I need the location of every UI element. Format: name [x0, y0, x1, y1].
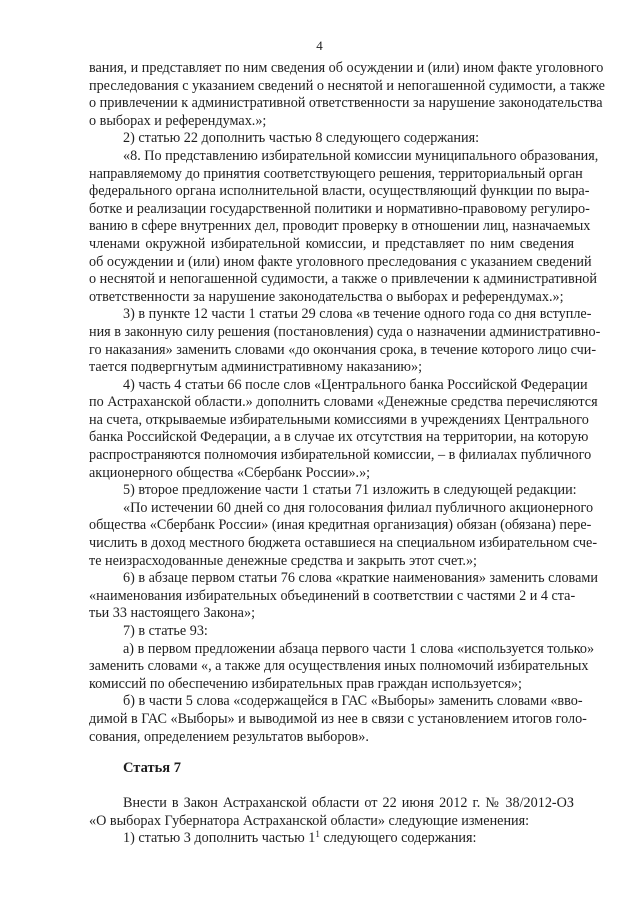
text-line: акционерного общества «Сбербанк России».»;	[89, 464, 371, 481]
text-line: а) в первом предложении абзаца первого части 1 слова «используется только»	[123, 640, 595, 657]
text-line: заменить словами «, а также для осуществления иных полномочий избирательных	[89, 658, 589, 675]
text-line: 3) в пункте 12 части 1 статьи 29 слова «в течение одного года со дня вступле-	[123, 306, 592, 323]
text-line: Внести в Закон Астраханской области от 22 июня 2012 г. № 38/2012-ОЗ	[123, 795, 574, 811]
text-line: ботке и реализации государственной политики и нормативно-правовому регулиро-	[89, 200, 590, 217]
text-line: об осуждении и (или) ином факте уголовного преследования с указанием сведений	[89, 253, 592, 270]
text-line: о привлечении к административной ответственности за нарушение законодательства	[89, 95, 603, 112]
text-line: ванию в сфере внутренних дел, проводит проверку в отношении лиц, назначаемых	[89, 218, 591, 235]
text-line: федерального органа исполнительной власти, осуществляющий функции по выра-	[89, 183, 590, 200]
line-text: 1) статью 3 дополнить частью 1	[123, 830, 316, 847]
text-line: те неизрасходованные денежные средства и закрыть этот счет.»;	[89, 552, 477, 569]
text-line: б) в части 5 слова «содержащейся в ГАС «Выборы» заменить словами «вво-	[123, 693, 583, 710]
text-line: направляемому до принятия соответствующего решения, территориальный орган	[89, 165, 583, 182]
text-line: «По истечении 60 дней со дня голосования филиал публичного акционерного	[123, 499, 594, 516]
text-line: о выборах и референдумах.»;	[89, 112, 267, 129]
text-line: на счета, открываемые избирательными комиссиями в учреждениях Центрального	[89, 411, 589, 428]
text-line: по Астраханской области.» дополнить словами «Денежные средства перечисляются	[89, 394, 598, 411]
text-line: 6) в абзаце первом статьи 76 слова «краткие наименования» заменить словами	[123, 570, 598, 587]
text-line: членами окружной избирательной комиссии, и представляет по ним сведения	[89, 235, 574, 252]
text-line-with-superscript	[89, 830, 574, 848]
text-line: о неснятой и непогашенной судимости, а также о привлечении к административной	[89, 271, 597, 288]
page-number: 4	[316, 38, 323, 53]
text-line: ответственности за нарушение законодательства о выборах и референдумах.»;	[89, 288, 564, 305]
text-line: тается подвергнутым административному наказанию»;	[89, 359, 423, 376]
text-line: 2) статью 22 дополнить частью 8 следующего содержания:	[123, 130, 480, 147]
text-line: тьи 33 настоящего Закона»;	[89, 605, 256, 622]
superscript: 1	[315, 829, 320, 840]
text-line: распространяются полномочия избирательной комиссии, – в филиалах публичного	[89, 447, 592, 464]
text-line: димой в ГАС «Выборы» и выводимой из нее в связи с установлением итогов голо-	[89, 710, 587, 727]
text-line: числить в доход местного бюджета оставшиеся на специальном избирательном сче-	[89, 535, 598, 552]
text-line: «8. По представлению избирательной комиссии муниципального образования,	[123, 147, 599, 164]
body-text-block-1	[89, 60, 605, 746]
text-line: «О выборах Губернатора Астраханской области» следующие изменения:	[89, 812, 530, 829]
text-line: ния в законную силу решения (постановления) суда о назначении административно-	[89, 323, 601, 340]
text-line: го наказания» заменить словами «до окончания срока, в течение которого лицо счи-	[89, 341, 597, 358]
text-line: 7) в статье 93:	[123, 623, 208, 639]
text-line: преследования с указанием сведений о неснятой и непогашенной судимости, а также	[89, 77, 605, 94]
text-line: общества «Сбербанк России» (иная кредитная организация) обязан (обязана) пере-	[89, 517, 592, 534]
text-line: сования, определением результатов выборов».	[89, 728, 369, 745]
text-line: 4) часть 4 статьи 66 после слов «Центрального банка Российской Федерации	[123, 376, 588, 393]
text-line: банка Российской Федерации, а в случае их отсутствия на территории, на которую	[89, 429, 589, 446]
article-heading: Статья 7	[123, 760, 181, 776]
body-text-block-2	[89, 795, 574, 848]
text-line: «наименования избирательных объединений в соответствии с частями 2 и 4 ста-	[89, 587, 576, 604]
text-line: комиссий по обеспечению избирательных прав граждан используется»;	[89, 675, 522, 692]
line-text: следующего содержания:	[319, 830, 477, 847]
text-line: 5) второе предложение части 1 статьи 71 изложить в следующей редакции:	[123, 482, 577, 499]
text-line: вания, и представляет по ним сведения об осуждении и (или) ином факте уголовного	[89, 60, 604, 76]
